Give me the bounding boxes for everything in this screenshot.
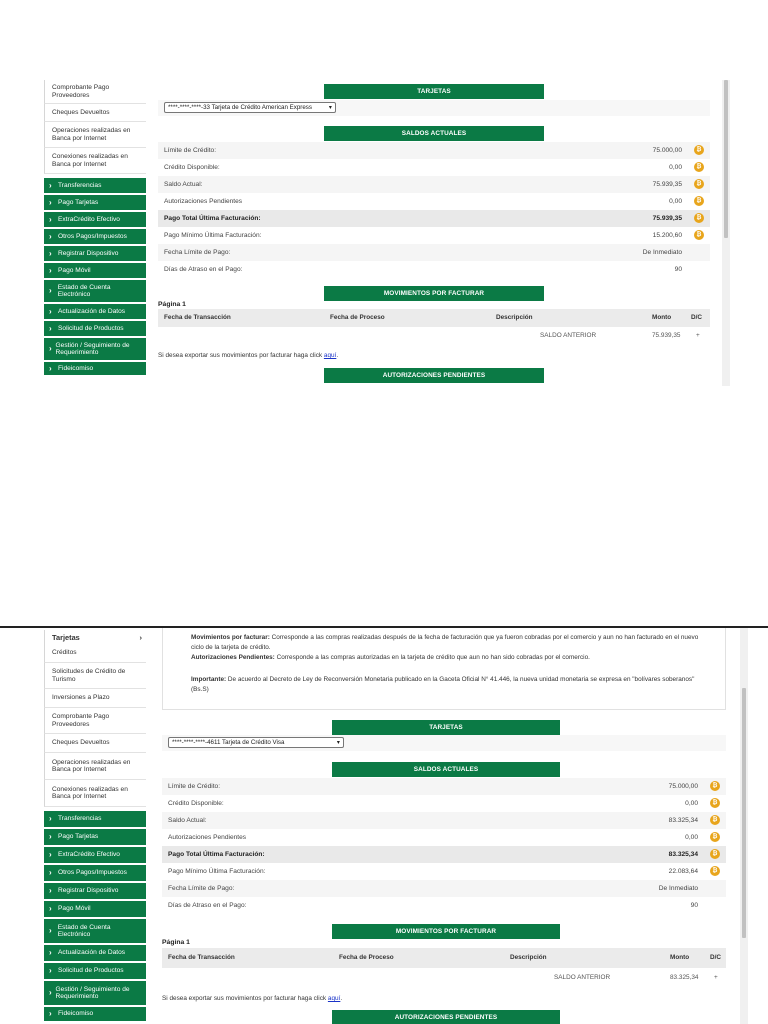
sidebar-item-actualizacion-datos[interactable] bbox=[44, 304, 146, 319]
saldo-row bbox=[158, 210, 710, 227]
dropdown-arrow-icon: ▾ bbox=[328, 104, 332, 111]
saldo-row bbox=[158, 159, 710, 176]
column-header: Fecha de Proceso bbox=[330, 314, 385, 321]
info-label: Importante: bbox=[191, 676, 227, 683]
sidebar-item-label: ExtraCrédito Efectivo bbox=[58, 215, 120, 223]
saldo-value: 90 bbox=[690, 902, 698, 909]
sidebar-item-transferencias[interactable] bbox=[44, 178, 146, 193]
sidebar-item-label: Pago Móvil bbox=[58, 905, 91, 913]
sidebar-item-fideicomiso[interactable] bbox=[44, 1007, 146, 1021]
bolivar-coin-icon[interactable]: ₿ bbox=[694, 162, 704, 172]
sidebar-item-label: Operaciones realizadas en Banca por Internet bbox=[52, 758, 131, 773]
scrollbar[interactable] bbox=[740, 628, 748, 1024]
chevron-right-icon: › bbox=[139, 632, 142, 642]
sidebar-item-label: Solicitud de Productos bbox=[58, 967, 124, 975]
sidebar-item-label: Pago Tarjetas bbox=[58, 833, 99, 841]
chevron-right-icon: › bbox=[49, 814, 52, 824]
sidebar-item-solicitud-productos[interactable] bbox=[44, 321, 146, 336]
sidebar-item-estado-cuenta[interactable] bbox=[44, 280, 146, 302]
saldo-label: Días de Atraso en el Pago: bbox=[164, 266, 243, 273]
sidebar-item-label: Transferencias bbox=[58, 815, 102, 823]
bolivar-coin-icon[interactable]: ₿ bbox=[694, 196, 704, 206]
card-select[interactable] bbox=[168, 737, 344, 748]
autorizaciones-header: AUTORIZACIONES PENDIENTES bbox=[324, 368, 544, 383]
saldo-label: Pago Mínimo Última Facturación: bbox=[164, 232, 262, 239]
saldo-value: De Inmediato bbox=[658, 885, 698, 892]
sidebar-item-label: Conexiones realizadas en Banca por Internet bbox=[52, 785, 128, 800]
sidebar-item-label: Solicitudes de Crédito de Turismo bbox=[52, 668, 126, 683]
sidebar-item-label: Actualización de Datos bbox=[58, 307, 126, 315]
sidebar-item-operaciones[interactable] bbox=[44, 122, 146, 148]
column-header: Fecha de Transacción bbox=[164, 314, 231, 321]
saldo-value: 15.200,60 bbox=[652, 232, 682, 239]
row-monto: 75.939,35 bbox=[652, 332, 681, 339]
export-link[interactable]: aquí bbox=[327, 995, 341, 1002]
sidebar-item-label: Registrar Dispositivo bbox=[58, 887, 119, 895]
card-select-value: ****-****-****-33 Tarjeta de Crédito American Express bbox=[168, 104, 312, 111]
row-descripcion: SALDO ANTERIOR bbox=[540, 332, 597, 339]
movimientos-header: MOVIMIENTOS POR FACTURAR bbox=[324, 286, 544, 301]
saldo-label: Pago Total Última Facturación: bbox=[164, 215, 261, 222]
row-descripcion: SALDO ANTERIOR bbox=[554, 974, 611, 981]
chevron-right-icon: › bbox=[49, 850, 52, 860]
sidebar-item-comprobante-pago[interactable] bbox=[44, 80, 146, 104]
sidebar-item-pago-tarjetas[interactable] bbox=[44, 195, 146, 210]
movimientos-header: MOVIMIENTOS POR FACTURAR bbox=[332, 924, 560, 939]
column-header: Descripción bbox=[496, 314, 533, 321]
sidebar-item-conexiones[interactable] bbox=[44, 148, 146, 174]
sidebar-item-otros-pagos[interactable] bbox=[44, 229, 146, 244]
sidebar-item-solicitudes-turismo[interactable] bbox=[44, 663, 146, 689]
sidebar-item-label: Actualización de Datos bbox=[58, 949, 126, 957]
saldo-value: 22.083,64 bbox=[668, 868, 698, 875]
saldo-row bbox=[162, 846, 726, 863]
saldo-label: Crédito Disponible: bbox=[164, 164, 220, 171]
saldo-row bbox=[162, 863, 726, 880]
sidebar-item-label: Inversiones a Plazo bbox=[52, 694, 110, 702]
saldo-label: Pago Total Última Facturación: bbox=[168, 851, 265, 858]
saldo-value: De Inmediato bbox=[642, 249, 682, 256]
sidebar-item-label: Estado de Cuenta Electrónico bbox=[57, 923, 111, 938]
saldo-label: Fecha Límite de Pago: bbox=[164, 249, 231, 256]
chevron-right-icon: › bbox=[49, 306, 52, 316]
saldos-header: SALDOS ACTUALES bbox=[332, 762, 560, 777]
sidebar-item-label: Otros Pagos/Impuestos bbox=[58, 232, 127, 240]
info-autorizaciones bbox=[191, 653, 701, 663]
export-note bbox=[158, 352, 338, 359]
chevron-right-icon: › bbox=[49, 286, 52, 296]
tarjetas-header: TARJETAS bbox=[332, 720, 560, 735]
info-text: Corresponde a las compras realizadas después de la fecha de facturación que ya fueron cobradas por el comercio y aun no han facturado en el nuevo ciclo de la tarjeta de crédito. bbox=[191, 634, 699, 651]
page-number: Página 1 bbox=[162, 939, 190, 946]
saldo-label: Autorizaciones Pendientes bbox=[164, 198, 243, 205]
saldo-value: 0,00 bbox=[669, 198, 682, 205]
sidebar-item-label: Estado de Cuenta Electrónico bbox=[57, 283, 111, 298]
info-label: Movimientos por facturar: bbox=[191, 634, 270, 641]
export-link[interactable]: aquí bbox=[323, 352, 337, 359]
sidebar-item-label: Créditos bbox=[52, 649, 77, 657]
chevron-right-icon: › bbox=[49, 248, 52, 258]
chevron-right-icon: › bbox=[49, 363, 52, 373]
sidebar-item-gestion-requerimiento[interactable] bbox=[44, 981, 146, 1005]
sidebar-item-comprobante-pago[interactable] bbox=[44, 708, 146, 734]
saldo-row bbox=[162, 897, 726, 914]
screenshot-visa bbox=[0, 626, 768, 1024]
sidebar-item-estado-cuenta[interactable] bbox=[44, 919, 146, 943]
chevron-right-icon: › bbox=[49, 948, 52, 958]
saldo-label: Límite de Crédito: bbox=[164, 147, 217, 154]
sidebar-item-label: Comprobante Pago Proveedores bbox=[52, 713, 110, 728]
sidebar-item-solicitud-productos[interactable] bbox=[44, 963, 146, 979]
sidebar-item-fideicomiso[interactable] bbox=[44, 362, 146, 375]
sidebar-item-label: Gestión / Seguimiento de Requerimiento bbox=[55, 985, 130, 1000]
saldo-label: Saldo Actual: bbox=[164, 181, 203, 188]
page-number: Página 1 bbox=[158, 301, 186, 308]
saldos-header: SALDOS ACTUALES bbox=[324, 126, 544, 141]
sidebar-item-registrar-dispositivo[interactable] bbox=[44, 883, 146, 899]
export-note bbox=[162, 995, 342, 1002]
saldo-row bbox=[158, 176, 710, 193]
saldo-row bbox=[158, 193, 710, 210]
bolivar-coin-icon[interactable]: ₿ bbox=[694, 145, 704, 155]
chevron-right-icon: › bbox=[49, 868, 52, 878]
sidebar-item-transferencias[interactable] bbox=[44, 811, 146, 827]
saldo-label: Autorizaciones Pendientes bbox=[168, 834, 247, 841]
bolivar-coin-icon[interactable]: ₿ bbox=[710, 781, 720, 791]
card-select[interactable] bbox=[164, 102, 336, 113]
card-select-value: ****-****-****-4611 Tarjeta de Crédito Visa bbox=[172, 739, 285, 746]
sidebar-item-creditos[interactable] bbox=[44, 644, 146, 663]
saldo-value: 75.939,35 bbox=[652, 181, 682, 188]
sidebar-item-label: Pago Móvil bbox=[58, 266, 91, 274]
chevron-right-icon: › bbox=[49, 832, 52, 842]
chevron-right-icon: › bbox=[49, 886, 52, 896]
saldo-label: Crédito Disponible: bbox=[168, 800, 224, 807]
saldo-row bbox=[162, 829, 726, 846]
row-dc: + bbox=[714, 974, 718, 981]
saldo-label: Pago Mínimo Última Facturación: bbox=[168, 868, 266, 875]
saldo-value: 83.325,34 bbox=[668, 851, 698, 858]
sidebar-item-label: Operaciones realizadas en Banca por Internet bbox=[52, 127, 131, 142]
saldo-row bbox=[158, 142, 710, 159]
sidebar-item-label: Cheques Devueltos bbox=[52, 739, 110, 747]
saldo-row bbox=[162, 795, 726, 812]
sidebar-item-label: Cheques Devueltos bbox=[52, 108, 110, 116]
chevron-right-icon: › bbox=[49, 988, 52, 998]
sidebar-item-conexiones[interactable] bbox=[44, 780, 146, 807]
scrollbar[interactable] bbox=[722, 80, 730, 386]
export-text: Si desea exportar sus movimientos por facturar haga click bbox=[158, 352, 324, 359]
movimientos-table-header bbox=[162, 948, 726, 968]
saldo-value: 75.939,35 bbox=[652, 215, 682, 222]
saldo-row bbox=[158, 227, 710, 244]
info-importante bbox=[191, 675, 701, 694]
scrollbar-thumb[interactable] bbox=[742, 688, 746, 938]
chevron-right-icon: › bbox=[49, 1009, 52, 1019]
chevron-right-icon: › bbox=[49, 966, 52, 976]
sidebar-item-operaciones[interactable] bbox=[44, 753, 146, 780]
sidebar-item-otros-pagos[interactable] bbox=[44, 865, 146, 881]
column-header: D/C bbox=[710, 954, 722, 961]
sidebar-item-pago-movil[interactable] bbox=[44, 263, 146, 278]
bolivar-coin-icon[interactable]: ₿ bbox=[710, 798, 720, 808]
saldo-label: Días de Atraso en el Pago: bbox=[168, 902, 247, 909]
sidebar-menu bbox=[44, 630, 146, 1024]
saldo-row bbox=[162, 880, 726, 897]
sidebar-item-label: Tarjetas bbox=[52, 632, 80, 642]
sidebar-item-label: Pago Tarjetas bbox=[58, 198, 99, 206]
sidebar-item-label: Otros Pagos/Impuestos bbox=[58, 869, 127, 877]
bolivar-coin-icon[interactable]: ₿ bbox=[694, 179, 704, 189]
bolivar-coin-icon[interactable]: ₿ bbox=[710, 849, 720, 859]
main-content bbox=[158, 80, 710, 386]
saldo-value: 75.000,00 bbox=[652, 147, 682, 154]
saldo-row bbox=[162, 812, 726, 829]
sidebar-item-label: ExtraCrédito Efectivo bbox=[58, 851, 120, 859]
info-text: De acuerdo al Decreto de Ley de Reconversión Monetaria publicado en la Gaceta Oficial N° 41.446, la nueva unidad monetaria se expresa en "bolívares soberanos" (Bs.S) bbox=[191, 676, 695, 693]
sidebar-item-tarjetas[interactable] bbox=[44, 630, 146, 644]
saldo-label: Fecha Límite de Pago: bbox=[168, 885, 235, 892]
export-end: . bbox=[340, 995, 343, 1002]
column-header: Fecha de Transacción bbox=[168, 954, 235, 961]
screenshot-american-express bbox=[0, 80, 768, 386]
saldo-value: 0,00 bbox=[685, 834, 698, 841]
column-header: Descripción bbox=[510, 954, 547, 961]
column-header: D/C bbox=[691, 314, 703, 321]
bolivar-coin-icon[interactable]: ₿ bbox=[694, 230, 704, 240]
sidebar-item-cheques-devueltos[interactable] bbox=[44, 734, 146, 753]
dropdown-arrow-icon: ▾ bbox=[336, 739, 340, 746]
chevron-right-icon: › bbox=[49, 214, 52, 224]
sidebar-item-label: Transferencias bbox=[58, 181, 102, 189]
chevron-right-icon: › bbox=[49, 904, 52, 914]
column-header: Monto bbox=[670, 954, 690, 961]
info-box bbox=[162, 628, 726, 710]
saldo-value: 90 bbox=[674, 266, 682, 273]
chevron-right-icon: › bbox=[49, 344, 52, 354]
bolivar-coin-icon[interactable]: ₿ bbox=[710, 832, 720, 842]
table-row bbox=[162, 969, 726, 986]
sidebar-item-label: Comprobante Pago Proveedores bbox=[52, 84, 110, 99]
main-content bbox=[162, 628, 726, 1024]
column-header: Monto bbox=[652, 314, 672, 321]
tarjetas-header: TARJETAS bbox=[324, 84, 544, 99]
sidebar-item-pago-tarjetas[interactable] bbox=[44, 829, 146, 845]
saldo-label: Límite de Crédito: bbox=[168, 783, 221, 790]
sidebar-item-extracredito[interactable] bbox=[44, 212, 146, 227]
info-text: Corresponde a las compras autorizadas en la tarjeta de crédito que aun no han sido cobradas por el comercio. bbox=[274, 654, 590, 661]
saldo-value: 75.000,00 bbox=[668, 783, 698, 790]
chevron-right-icon: › bbox=[49, 323, 52, 333]
sidebar-item-actualizacion-datos[interactable] bbox=[44, 945, 146, 961]
row-dc: + bbox=[696, 332, 700, 339]
saldo-label: Saldo Actual: bbox=[168, 817, 207, 824]
saldo-value: 0,00 bbox=[669, 164, 682, 171]
sidebar-item-label: Conexiones realizadas en Banca por Internet bbox=[52, 153, 128, 168]
row-monto: 83.325,34 bbox=[670, 974, 699, 981]
scrollbar-thumb[interactable] bbox=[724, 80, 728, 238]
sidebar-item-gestion-requerimiento[interactable] bbox=[44, 338, 146, 360]
sidebar-menu bbox=[44, 80, 146, 386]
sidebar-item-pago-movil[interactable] bbox=[44, 901, 146, 917]
bolivar-coin-icon[interactable]: ₿ bbox=[694, 213, 704, 223]
export-text: Si desea exportar sus movimientos por facturar haga click bbox=[162, 995, 328, 1002]
sidebar-item-label: Solicitud de Productos bbox=[58, 324, 124, 332]
autorizaciones-header: AUTORIZACIONES PENDIENTES bbox=[332, 1010, 560, 1024]
info-movimientos bbox=[191, 633, 701, 652]
sidebar-item-label: Registrar Dispositivo bbox=[58, 249, 119, 257]
bolivar-coin-icon[interactable]: ₿ bbox=[710, 866, 720, 876]
chevron-right-icon: › bbox=[49, 265, 52, 275]
chevron-right-icon: › bbox=[49, 180, 52, 190]
saldo-row bbox=[158, 244, 710, 261]
sidebar-item-inversiones[interactable] bbox=[44, 689, 146, 708]
saldo-value: 83.325,34 bbox=[668, 817, 698, 824]
column-header: Fecha de Proceso bbox=[339, 954, 394, 961]
chevron-right-icon: › bbox=[49, 197, 52, 207]
chevron-right-icon: › bbox=[49, 926, 52, 936]
bolivar-coin-icon[interactable]: ₿ bbox=[710, 815, 720, 825]
saldo-row bbox=[162, 778, 726, 795]
sidebar-item-registrar-dispositivo[interactable] bbox=[44, 246, 146, 261]
sidebar-item-label: Fideicomiso bbox=[58, 1010, 94, 1018]
sidebar-item-label: Fideicomiso bbox=[58, 364, 94, 372]
sidebar-item-label: Gestión / Seguimiento de Requerimiento bbox=[55, 341, 130, 356]
info-label: Autorizaciones Pendientes: bbox=[191, 654, 275, 661]
export-end: . bbox=[336, 352, 339, 359]
chevron-right-icon: › bbox=[49, 231, 52, 241]
saldo-value: 0,00 bbox=[685, 800, 698, 807]
movimientos-table-header bbox=[158, 309, 710, 327]
sidebar-item-cheques-devueltos[interactable] bbox=[44, 104, 146, 122]
saldo-row bbox=[158, 261, 710, 278]
sidebar-item-extracredito[interactable] bbox=[44, 847, 146, 863]
table-row bbox=[158, 328, 710, 344]
